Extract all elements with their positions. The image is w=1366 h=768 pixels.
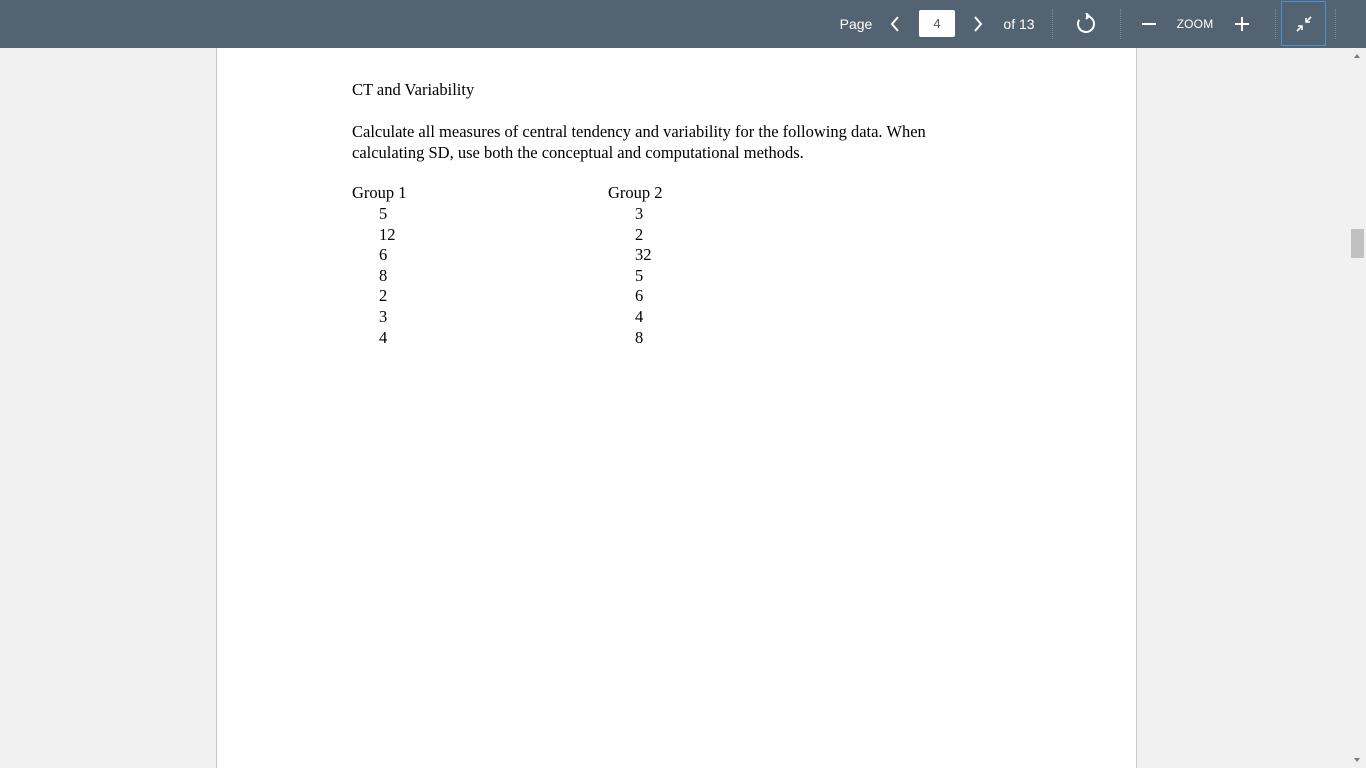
group-2-value: 4 [635,307,644,326]
vertical-scrollbar[interactable] [1349,48,1366,768]
chevron-left-icon [889,15,901,33]
zoom-in-button[interactable] [1228,0,1256,48]
previous-page-button[interactable] [882,0,908,48]
toolbar-divider [1120,9,1121,39]
page-label: Page [839,16,873,32]
scrollbar-thumb[interactable] [1351,229,1364,258]
toolbar-divider [1052,9,1053,39]
rotate-button[interactable] [1070,0,1102,48]
group-2-value: 5 [635,266,644,285]
group-1-value: 2 [379,286,388,305]
group-2-value: 6 [635,286,644,305]
viewer-toolbar [0,0,1366,48]
toolbar-divider [1275,9,1276,39]
document-viewport [0,48,1366,768]
group-1-value: 12 [379,225,396,244]
toolbar-divider [1335,9,1336,39]
zoom-out-button[interactable] [1136,0,1162,48]
document-title: CT and Variability [352,80,475,99]
group-1-value: 3 [379,307,388,326]
plus-icon [1234,16,1250,32]
next-page-button[interactable] [965,0,991,48]
group-2-value: 32 [635,245,652,264]
page-number-input[interactable] [919,10,955,37]
total-pages-label: of 13 [1003,16,1035,32]
collapse-arrows-icon [1295,15,1313,33]
document-page [216,48,1137,768]
group-2-value: 2 [635,225,644,244]
group-1-value: 4 [379,328,388,347]
instructions-line: calculating SD, use both the conceptual and computational methods. [352,143,804,162]
group-1-value: 8 [379,266,388,285]
scroll-down-arrow-icon[interactable] [1354,758,1360,762]
minus-icon [1141,16,1157,32]
group-2-value: 3 [635,204,644,223]
group-2-header: Group 2 [608,183,663,202]
group-1-value: 6 [379,245,388,264]
exit-fullscreen-button[interactable] [1281,1,1326,46]
instructions-line: Calculate all measures of central tendency and variability for the following data. When [352,122,926,141]
group-1-header: Group 1 [352,183,407,202]
zoom-label: ZOOM [1176,17,1214,31]
rotate-icon [1075,13,1097,35]
scroll-up-arrow-icon[interactable] [1354,54,1360,58]
group-1-value: 5 [379,204,388,223]
chevron-right-icon [972,15,984,33]
group-2-value: 8 [635,328,644,347]
instructions-text [352,121,926,163]
